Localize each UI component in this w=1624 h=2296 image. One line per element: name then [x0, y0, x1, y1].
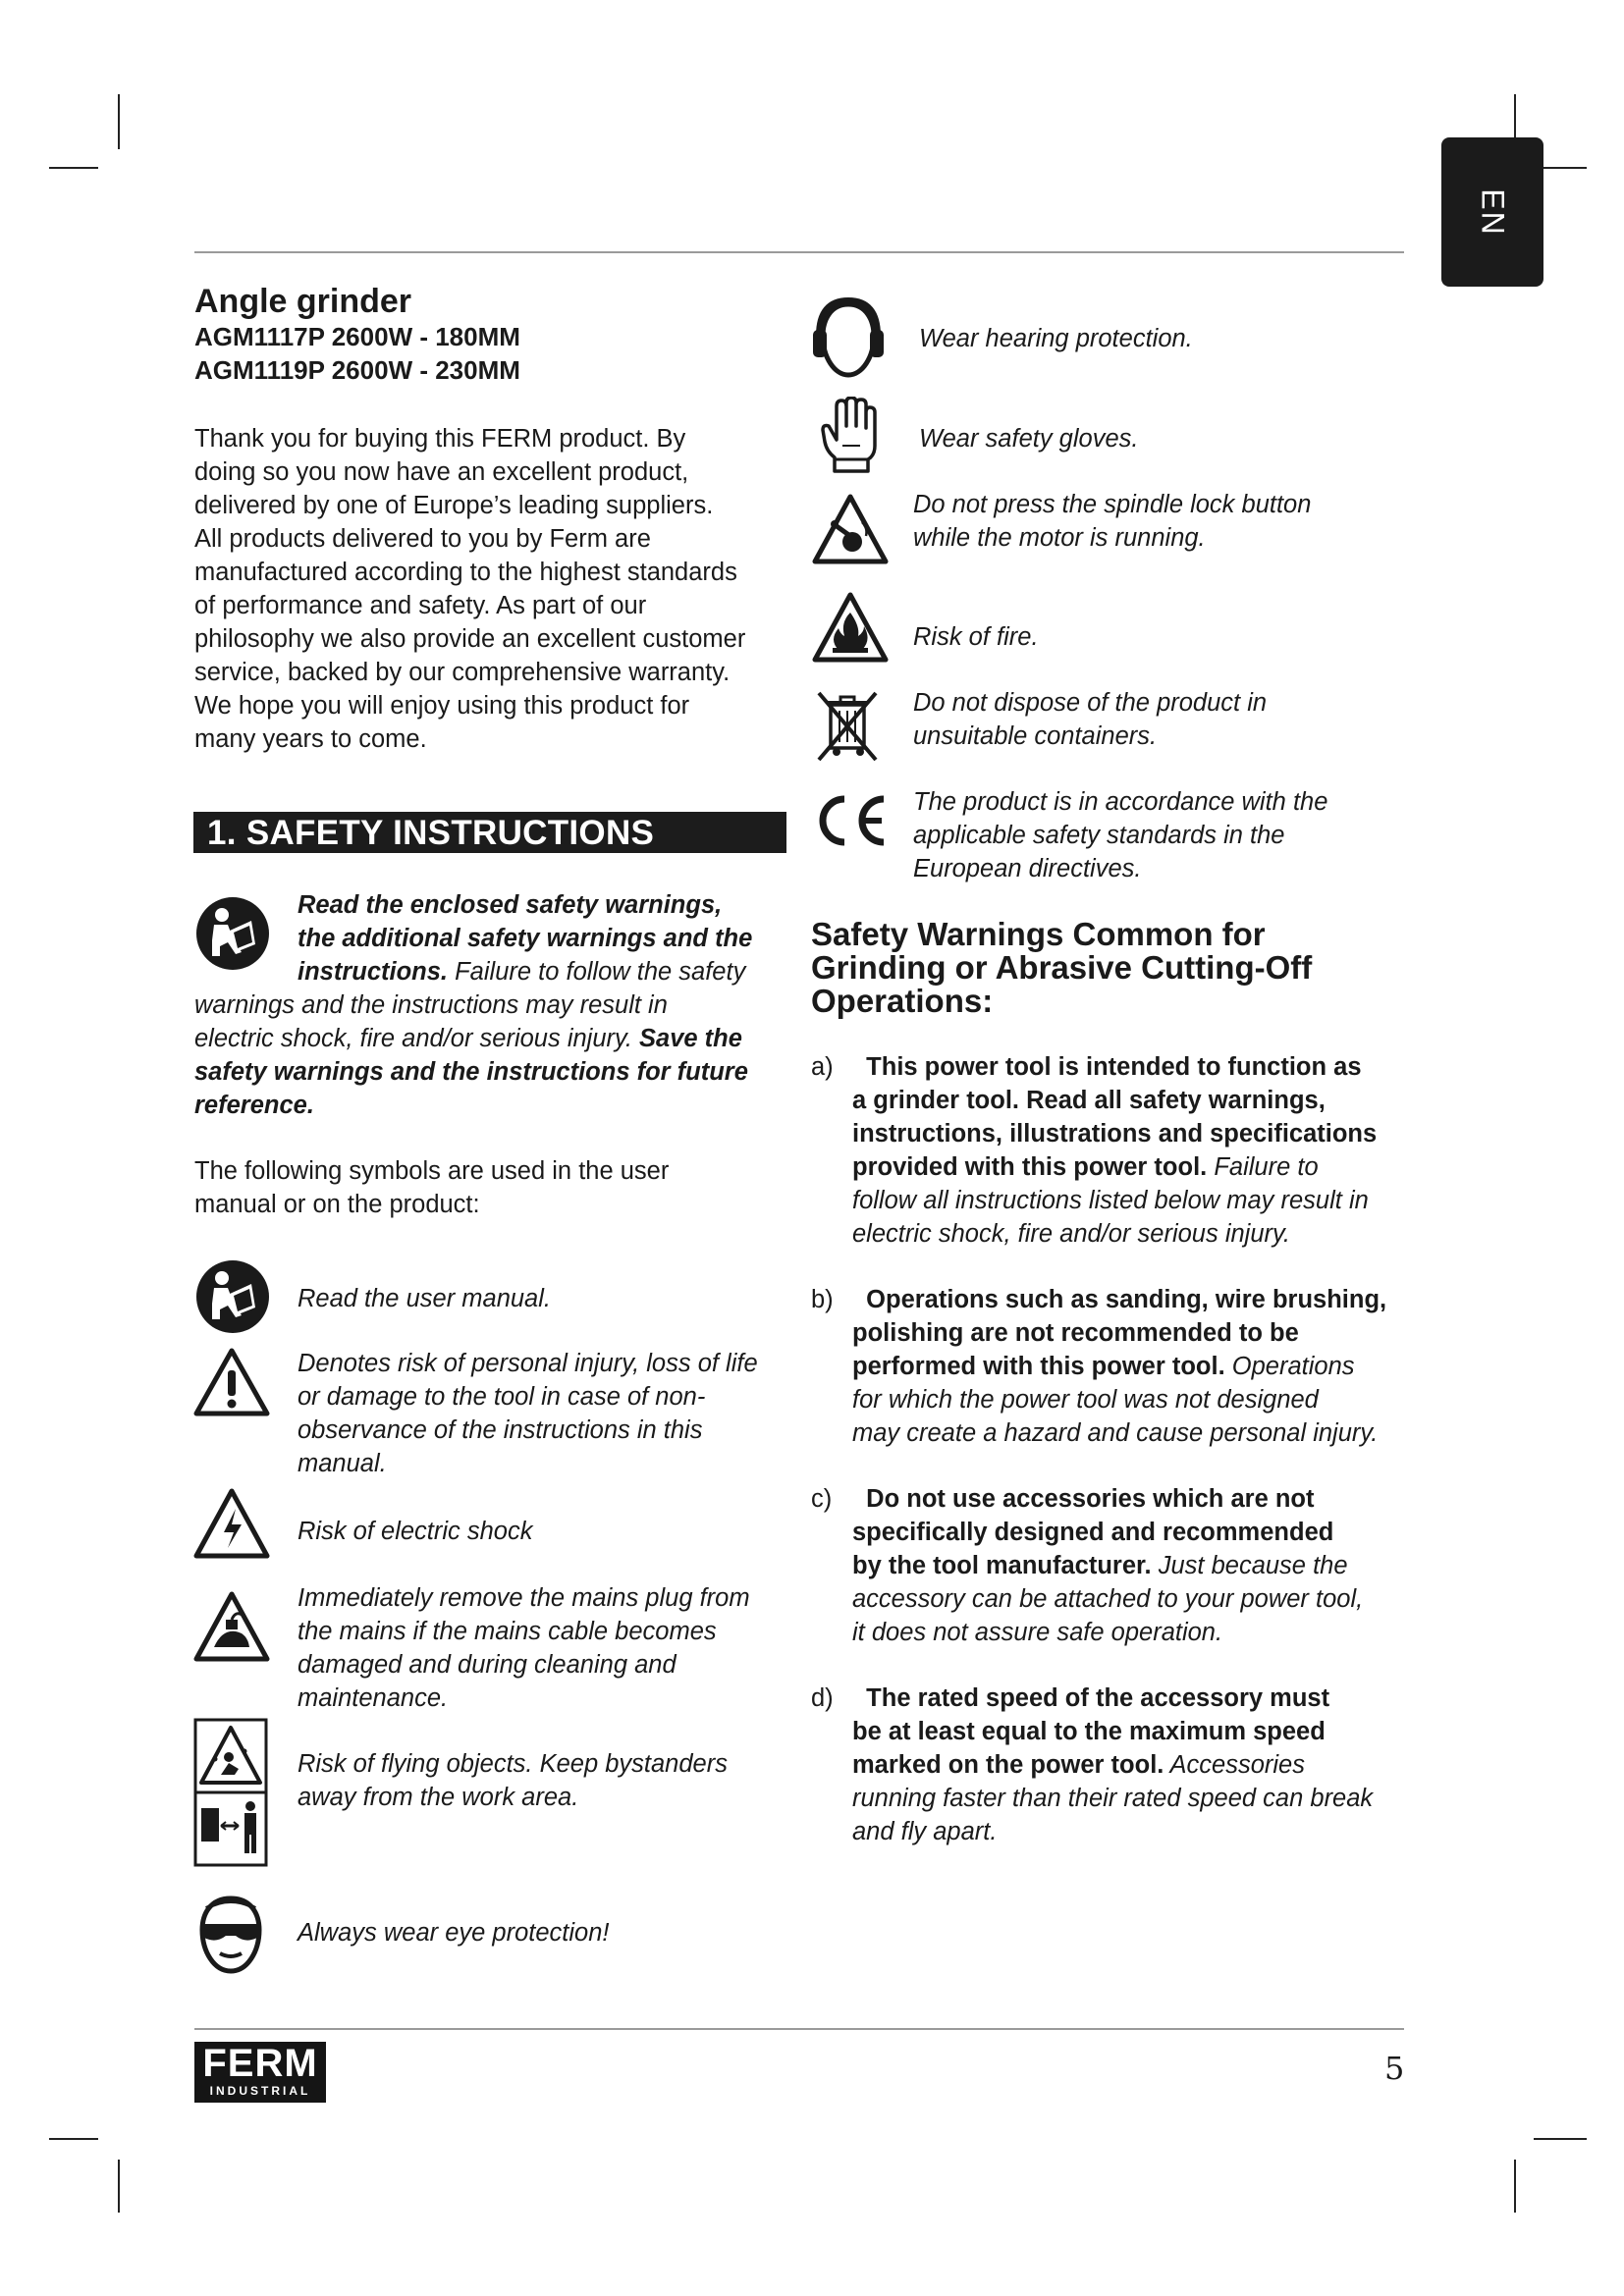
- warning-label: a): [811, 1053, 834, 1081]
- page-title: Angle grinder: [194, 283, 412, 320]
- hearing-protection-icon: [811, 296, 886, 381]
- symbol-text-line: Do not dispose of the product in: [913, 689, 1268, 717]
- symbol-text-line: Risk of electric shock: [298, 1518, 533, 1545]
- warning-bold-line: The rated speed of the accessory must: [852, 1684, 1330, 1712]
- warning-italic-line: Operations: [1224, 1353, 1355, 1380]
- warning-italic-line: Accessories: [1164, 1751, 1305, 1779]
- model-line: AGM1117P 2600W - 180MM: [194, 322, 520, 351]
- symbol-text-line: or damage to the tool in case of non-: [298, 1383, 706, 1411]
- symbol-text: [913, 488, 1414, 555]
- warning-italic-line: and fly apart.: [852, 1818, 998, 1845]
- flying-objects-icon: [193, 1718, 268, 1867]
- symbol-text-line: while the motor is running.: [913, 524, 1206, 552]
- read-manual-icon: [194, 895, 271, 972]
- crop-mark: [1514, 2160, 1516, 2213]
- warning-bold-line: Operations such as sanding, wire brushing,: [852, 1286, 1387, 1313]
- intro-line: manufactured according to the highest standards: [194, 559, 737, 586]
- read-warning-line: Read the enclosed safety warnings,: [298, 891, 723, 919]
- symbol-text-line: unsuitable containers.: [913, 722, 1158, 750]
- warning-bold-line: be at least equal to the maximum speed: [852, 1718, 1326, 1745]
- read-warning-line: electric shock, fire and/or serious injury.: [194, 1025, 632, 1052]
- warning-item-a: [811, 1050, 1416, 1251]
- warnings-heading: [811, 918, 1420, 1018]
- intro-line: many years to come.: [194, 725, 427, 753]
- warning-italic-line: electric shock, fire and/or serious injury.: [852, 1220, 1290, 1248]
- warning-italic-line: Just because the: [1151, 1552, 1348, 1579]
- symbol-text-line: damaged and during cleaning and: [298, 1651, 677, 1679]
- language-tab: [1441, 137, 1543, 287]
- read-warning-line: warnings and the instructions may result in: [194, 991, 668, 1019]
- language-tab-label: EN: [1475, 187, 1511, 237]
- symbols-intro-line: manual or on the product:: [194, 1191, 480, 1218]
- warning-item-d: [811, 1682, 1416, 1848]
- warning-bold-line: This power tool is intended to function as: [852, 1053, 1362, 1081]
- symbol-text-line: Do not press the spindle lock button: [913, 491, 1312, 518]
- symbol-text: [913, 620, 1404, 654]
- eye-protection-icon: [196, 1895, 265, 1975]
- read-warning-line: reference.: [194, 1092, 314, 1119]
- symbol-text-line: away from the work area.: [298, 1784, 579, 1811]
- manual-book-icon: [194, 1258, 271, 1335]
- section-heading: 1. SAFETY INSTRUCTIONS: [193, 812, 786, 853]
- warnings-heading-line: Safety Warnings Common for: [811, 916, 1266, 952]
- fire-risk-icon: [811, 591, 890, 664]
- symbol-text-line: manual.: [298, 1450, 387, 1477]
- symbol-text: [298, 1515, 788, 1548]
- crop-mark: [118, 94, 120, 149]
- left-column: [194, 283, 788, 756]
- crop-mark: [49, 167, 98, 169]
- warning-item-c: [811, 1482, 1416, 1649]
- intro-line: doing so you now have an excellent product,: [194, 458, 689, 486]
- symbol-text-line: Risk of fire.: [913, 623, 1039, 651]
- logo-subtitle: INDUSTRIAL: [209, 2084, 311, 2098]
- symbol-text-line: Always wear eye protection!: [298, 1919, 610, 1947]
- crop-mark: [49, 2138, 98, 2140]
- crossed-bin-icon: [813, 689, 882, 764]
- read-warning-line: safety warnings and the instructions for future: [194, 1058, 748, 1086]
- intro-line: Thank you for buying this FERM product. By: [194, 425, 686, 453]
- warnings-heading-line: Grinding or Abrasive Cutting-Off: [811, 949, 1313, 986]
- symbol-text-line: Read the user manual.: [298, 1285, 551, 1312]
- intro-line: All products delivered to you by Ferm are: [194, 525, 651, 553]
- symbol-text-line: the mains if the mains cable becomes: [298, 1618, 717, 1645]
- unplug-warning-icon: [192, 1590, 271, 1663]
- warning-italic-line: may create a hazard and cause personal injury.: [852, 1419, 1379, 1447]
- symbols-intro-line: The following symbols are used in the user: [194, 1157, 670, 1185]
- crop-mark: [118, 2160, 120, 2213]
- bottom-rule: [194, 2028, 1404, 2030]
- warning-italic-line: running faster than their rated speed can break: [852, 1785, 1374, 1812]
- warning-bold-line: by the tool manufacturer.: [852, 1552, 1152, 1579]
- symbol-text: [919, 322, 1410, 355]
- warning-italic-line: follow all instructions listed below may result in: [852, 1187, 1369, 1214]
- read-warning-line: Failure to follow the safety: [448, 958, 746, 986]
- warning-label: b): [811, 1286, 834, 1313]
- symbol-text-line: Immediately remove the mains plug from: [298, 1584, 750, 1612]
- symbol-text: [298, 1916, 788, 1949]
- symbol-text-line: maintenance.: [298, 1684, 449, 1712]
- read-warning-text-continued: [194, 988, 793, 1122]
- top-rule: [194, 251, 1404, 253]
- read-warning-text: [298, 888, 788, 988]
- read-warning-line: instructions.: [298, 958, 449, 986]
- symbol-text-line: applicable safety standards in the: [913, 822, 1285, 849]
- warning-bold-line: Do not use accessories which are not: [852, 1485, 1315, 1513]
- symbol-text-line: Risk of flying objects. Keep bystanders: [298, 1750, 728, 1778]
- intro-line: service, backed by our comprehensive warranty.: [194, 659, 731, 686]
- warning-italic-line: Failure to: [1207, 1153, 1319, 1181]
- symbol-text: [298, 1282, 788, 1315]
- warning-label: c): [811, 1485, 833, 1513]
- page-number: 5: [1384, 2050, 1405, 2087]
- warning-bold-line: performed with this power tool.: [852, 1353, 1225, 1380]
- warning-bold-line: polishing are not recommended to be: [852, 1319, 1299, 1347]
- ce-mark-icon: [809, 791, 892, 850]
- warning-bold-line: specifically designed and recommended: [852, 1519, 1334, 1546]
- intro-line: philosophy we also provide an excellent customer: [194, 625, 746, 653]
- warning-item-b: [811, 1283, 1416, 1450]
- warning-italic-line: it does not assure safe operation.: [852, 1619, 1223, 1646]
- warning-bold-line: instructions, illustrations and specifications: [852, 1120, 1378, 1148]
- intro-line: of performance and safety. As part of our: [194, 592, 647, 619]
- spindle-lock-warning-icon: [811, 493, 890, 565]
- symbol-text: [298, 1747, 798, 1814]
- symbol-text-line: Wear safety gloves.: [919, 425, 1139, 453]
- intro-line: We hope you will enjoy using this product for: [194, 692, 690, 720]
- crop-mark: [1534, 2138, 1587, 2140]
- symbol-text-line: European directives.: [913, 855, 1142, 882]
- ferm-logo: [194, 2042, 326, 2103]
- symbols-intro: [194, 1154, 793, 1221]
- safety-gloves-icon: [821, 397, 880, 473]
- warning-exclamation-icon: [192, 1347, 271, 1417]
- warning-italic-line: for which the power tool was not designed: [852, 1386, 1319, 1414]
- symbol-text: [913, 785, 1414, 885]
- warnings-heading-line: Operations:: [811, 983, 994, 1019]
- symbol-text: [913, 686, 1414, 753]
- symbol-text-line: Wear hearing protection.: [919, 325, 1193, 352]
- electric-shock-icon: [192, 1487, 271, 1560]
- symbol-text-line: Denotes risk of personal injury, loss of life: [298, 1350, 758, 1377]
- symbol-text: [919, 422, 1410, 455]
- logo-brand: FERM: [202, 2042, 318, 2085]
- warning-italic-line: accessory can be attached to your power tool,: [852, 1585, 1364, 1613]
- intro-line: delivered by one of Europe’s leading suppliers.: [194, 492, 714, 519]
- read-warning-line: Save the: [631, 1025, 742, 1052]
- symbol-text: [298, 1581, 798, 1715]
- warning-bold-line: provided with this power tool.: [852, 1153, 1208, 1181]
- warning-label: d): [811, 1684, 834, 1712]
- symbol-text-line: observance of the instructions in this: [298, 1416, 703, 1444]
- symbol-text: [298, 1347, 798, 1480]
- warning-bold-line: marked on the power tool.: [852, 1751, 1164, 1779]
- symbol-text-line: The product is in accordance with the: [913, 788, 1328, 816]
- model-line: AGM1119P 2600W - 230MM: [194, 355, 520, 385]
- read-warning-line: the additional safety warnings and the: [298, 925, 753, 952]
- warning-bold-line: a grinder tool. Read all safety warnings,: [852, 1087, 1326, 1114]
